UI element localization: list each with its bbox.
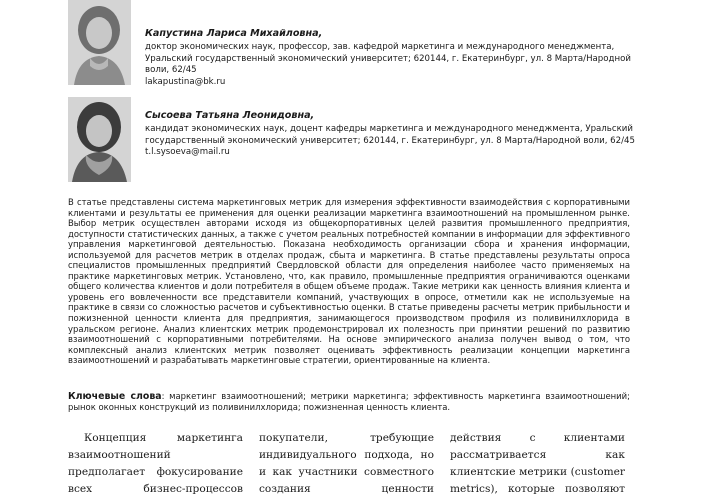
body-column-3: действия с клиентами рассматривается как клиентские метрики (customer metrics), которые позволяют — [450, 432, 625, 495]
author-block-1 — [145, 28, 635, 89]
body-column-2: покупатели, требующие индивидуального подхода, но и как участники совместного создания ценности — [259, 432, 434, 495]
author-photo-kapustina — [68, 0, 131, 85]
keywords-label: Ключевые слова — [68, 391, 162, 402]
author-credentials: кандидат экономических наук, доцент кафедры маркетинга и международного менеджмента, Уральский государственный экономический университет; 620144, г. Екатеринбург, ул. 8 Марта/Народной воли, 62/45 — [145, 123, 635, 146]
author-photo-sysoeva — [68, 97, 131, 182]
abstract-text: В статье представлены система маркетинговых метрик для измерения эффективности взаимодействия с корпоративными клиентами и результаты ее применения для оценки реализации маркетинга взаимоотношений на промышленном рынке. Выбор метрик осуществлен авторами исходя из общекорпоративных целей развития промышленного предприятия, доступности статистических данных, а также с учетом реальных потребностей компании в информации для эффективного управления маркетинговой деятельностью. Показана необходимость организации сбора и хранения информации, используемой для расчетов метрик в отделах продаж, сбыта и маркетинга. В статье представлены результаты опроса специалистов промышленных предприятий Свердловской области для определения наиболее часто применяемых на практике маркетинговых метрик. Установлено, что, как правило, промышленные предприятия ограничиваются оценками общего количества клиентов и доли потребителя в общем объеме продаж. Такие метрики как ценность влияния клиента и уровень его вовлеченности все представители компаний, участвующих в опросе, отметили как не используемые на практике в связи со сложностью расчетов и субъективностью оценки. В статье приведены расчеты метрик прибыльности и пожизненной ценности клиента для предприятия, занимающегося производством профиля из поливинилхлорида в уральском регионе. Анализ клиентских метрик продемонстрировал их полезность при принятии решений по развитию взаимоотношений с корпоративными потребителями. На основе эмпирического анализа получен вывод о том, что комплексный анализ клиентских метрик позволяет оценивать эффективность реализации концепции маркетинга взаимоотношений и разрабатывать маркетинговые стратегии, ориентированные на клиента. — [68, 197, 630, 366]
author-name: Капустина Лариса Михайловна, — [145, 28, 323, 39]
body-column-1: Концепция маркетинга взаимоотношений предполагает фокусирование всех бизнес-процессов — [68, 432, 243, 495]
author-credentials: доктор экономических наук, профессор, зав. кафедрой маркетинга и международного менеджмента, Уральский государственный экономический университет; 620144, г. Екатеринбург, ул. 8 Марта/Народной воли, 62/45 — [145, 41, 631, 76]
keywords-paragraph — [68, 391, 630, 413]
author-name: Сысоева Татьяна Леонидовна, — [145, 110, 315, 121]
keywords-text: : маркетинг взаимоотношений; метрики маркетинга; эффективность маркетинга взаимоотношений; рынок оконных конструкций из поливинилхлорида; пожизненная ценность клиента. — [68, 391, 630, 412]
author-email[interactable]: t.l.sysoeva@mail.ru — [145, 147, 230, 158]
author-block-2 — [145, 110, 635, 159]
author-email[interactable]: lakapustina@bk.ru — [145, 77, 226, 88]
